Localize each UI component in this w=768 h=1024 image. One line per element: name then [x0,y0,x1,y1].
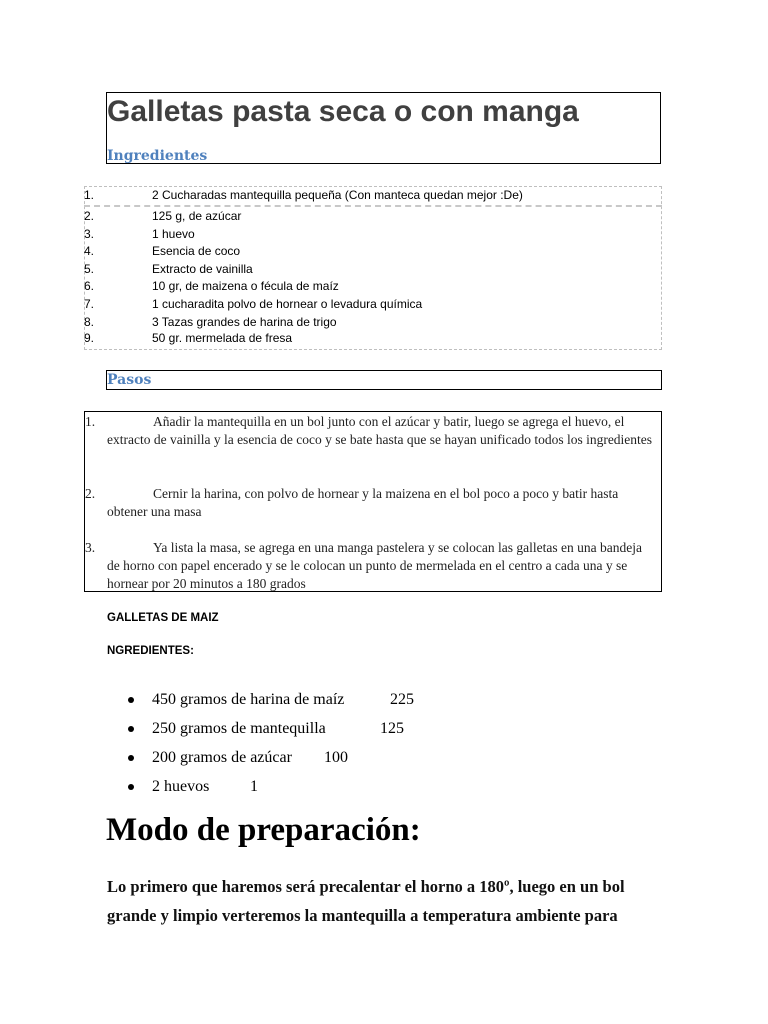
item-text: 3 Tazas grandes de harina de trigo [152,315,337,329]
step-item [85,485,655,521]
item-number: 4. [84,244,95,258]
item-text: 250 gramos de mantequilla [152,720,326,737]
item-text: Extracto de vainilla [152,262,253,276]
document-title: Galletas pasta seca o con manga [107,95,579,128]
ingredients-heading: Ingredientes [107,148,208,164]
item-quantity: 100 [324,749,348,766]
item-number: 2. [84,209,95,223]
step-item [85,539,655,593]
second-recipe-title: GALLETAS DE MAIZ [107,612,219,624]
item-text: 50 gr. mermelada de fresa [152,331,293,345]
preparation-text: Lo primero que haremos será precalentar el horno a 180º, luego en un bol grande y limpio verteremos la mantequilla a temperatura ambiente para [107,877,625,925]
item-text: 2 Cucharadas mantequilla pequeña (Con manteca quedan mejor :De) [152,188,523,202]
item-number: 7. [84,297,95,311]
item-number: 1. [84,188,95,202]
title-box [106,92,661,164]
step-text: Añadir la mantequilla en un bol junto con el azúcar y batir, luego se agrega el huevo, el extracto de vainilla y la esencia de coco y se bate hasta que se hayan unificado todos los ingredientes [107,414,653,447]
ingredients-separator [84,205,662,207]
item-number: 3. [84,227,95,241]
second-ingredients-label: NGREDIENTES: [107,645,194,657]
item-number: 5. [84,262,95,276]
bullet-icon [128,726,134,732]
item-number: 6. [84,279,95,293]
item-quantity: 125 [380,720,404,737]
step-number: 3. [85,540,96,555]
preparation-heading: Modo de preparación: [106,812,421,848]
step-text: Cernir la harina, con polvo de hornear y la maizena en el bol poco a poco y batir hasta obtener una masa [107,486,619,519]
item-quantity: 225 [390,691,414,708]
item-text: 200 gramos de azúcar [152,749,292,766]
item-text: 10 gr, de maizena o fécula de maíz [152,279,339,293]
steps-heading-box [106,370,662,390]
steps-heading: Pasos [107,372,152,388]
step-number: 1. [85,414,96,429]
bullet-icon [128,784,134,790]
item-text: Esencia de coco [152,244,241,258]
item-text: 1 huevo [152,227,195,241]
step-text: Ya lista la masa, se agrega en una manga pastelera y se colocan las galletas en una bandeja de horno con papel encerado y se le colocan un punto de mermelada en el centro a cada una y se hornear por 20 minutos a 180 grados [107,540,642,591]
step-item [85,413,655,449]
item-text: 2 huevos [152,778,210,795]
bullet-icon [128,697,134,703]
steps-box [84,411,662,592]
item-number: 8. [84,315,95,329]
bullet-icon [128,755,134,761]
item-quantity: 1 [250,778,258,795]
item-text: 125 g, de azúcar [152,209,242,223]
item-text: 1 cucharadita polvo de hornear o levadura química [152,297,423,311]
item-number: 9. [84,331,95,345]
step-number: 2. [85,486,96,501]
item-text: 450 gramos de harina de maíz [152,691,345,708]
